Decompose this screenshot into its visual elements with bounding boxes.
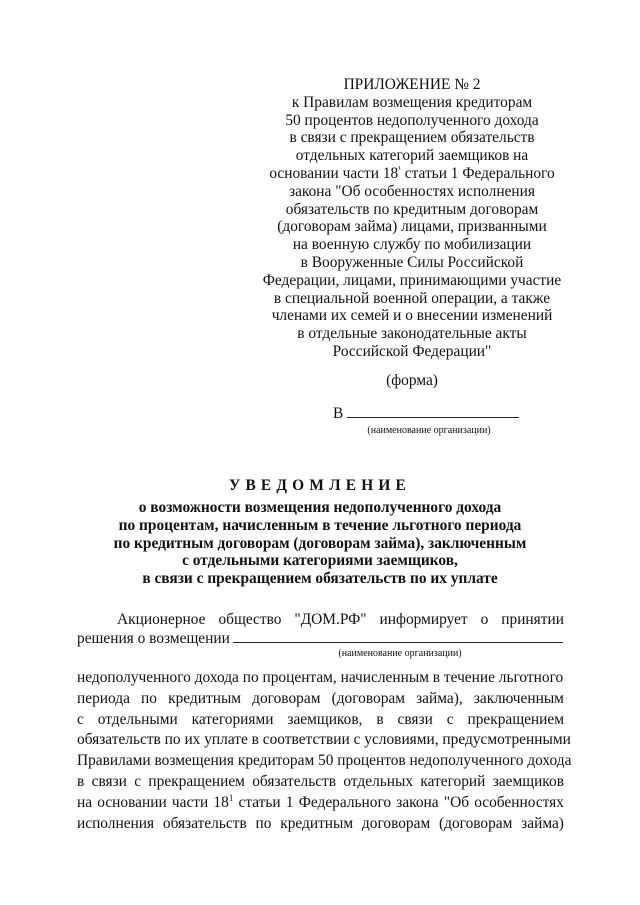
notice-subtitle-line: в связи с прекращением обязательств по их уплате [142,570,498,588]
word: связи [91,772,127,790]
word: на [77,793,93,811]
notice-title: УВЕДОМЛЕНИЕ [228,477,412,494]
appendix-line: в связи с прекращением обязательств [289,129,535,147]
recipient-line [333,404,519,423]
appendix-line: закона "Об особенностях исполнения [289,182,535,200]
appendix-line: 50 процентов недополученного дохода [285,111,539,129]
body-line [77,793,564,814]
appendix-line: в Вооруженные Силы Российской [300,253,524,271]
notice-subtitle-line: по кредитным договорам (договорам займа), заключенным [113,534,527,552]
word: заключенным [473,689,564,707]
appendix-line: членами их семей и о внесении изменений [271,307,553,325]
word: статьи [238,793,281,811]
word: общество [218,611,282,628]
word: "ДОМ.РФ" [294,611,367,628]
word: заемщиков [492,772,564,790]
body-line [77,814,564,835]
word: 1 [285,793,294,811]
organization-blank-field[interactable] [233,630,563,643]
word: категорий [420,772,486,790]
body-line [77,668,564,689]
appendix-line: на военную службу по мобилизации [292,236,532,254]
word: с [77,710,84,728]
word: "Об [443,793,470,811]
notice-subtitle [0,499,640,588]
appendix-line: Федерации, лицами, принимающими участие [262,271,562,289]
word: в [77,772,85,790]
word: отдельных [343,772,414,790]
word: в [376,710,384,728]
word: по [255,814,272,832]
word: кредитным [168,689,242,707]
word: займа), [416,689,463,707]
form-label: (форма) [386,372,438,389]
body-line [77,710,564,731]
word: основании [97,793,167,811]
word: прекращением [467,710,564,728]
appendix-header [262,76,562,361]
body-line [77,730,571,751]
word: по [141,689,157,707]
decision-text: решения о возмещении [77,630,230,647]
word: недополученного дохода по процентам, начисленным в течение льготного [77,669,564,686]
body-paragraph [77,668,572,834]
appendix-line: в отдельные законодательные акты [297,325,527,343]
word: (договорам [331,689,405,707]
appendix-line: к Правилам возмещения кредиторам [291,93,533,111]
word: договорам [252,689,321,707]
appendix-line: обязательств по кредитным договорам [285,200,539,218]
appendix-line: Российской Федерации" [332,342,492,360]
appendix-line: основании части $18^{^1}$ статьи 1 Федерального [269,163,555,182]
paragraph-intro-line [77,629,564,648]
appendix-title: ПРИЛОЖЕНИЕ № 2 [343,76,481,93]
word: категориями [191,710,274,728]
recipient-prefix: В [333,405,344,422]
word: Акционерное [117,611,206,628]
organization-caption: (наименование организации) [338,648,462,659]
paragraph-intro [77,610,564,648]
body-line [77,689,564,710]
word: обязательств [252,772,337,790]
word: с [446,710,454,728]
word: $18^1$ [213,792,234,811]
word: обязательств [162,814,247,832]
word: с [134,772,142,790]
recipient-blank-field[interactable] [347,404,519,418]
body-line [77,751,572,772]
word: о [480,611,489,628]
appendix-line: отдельных категорий заемщиков на [295,147,529,165]
word: кредитным [280,814,354,832]
body-line [77,772,564,793]
word: закона [396,793,439,811]
word: договорам [361,814,431,832]
word: отдельными [97,710,178,728]
notice-subtitle-line: о возможности возмещения недополученного дохода [138,499,502,516]
word: обязательств по их уплате в соответствии с условиями, предусмотренными [77,731,571,749]
word: связи [397,710,433,728]
word: прекращением [148,772,245,790]
word: Федерального [298,793,392,811]
notice-subtitle-line: с отдельными категориями заемщиков, [182,552,458,570]
word: части [171,793,209,811]
word: (договорам [438,814,513,832]
word: особенностях [474,793,564,811]
word: информирует [379,611,468,628]
word: Правилами возмещения кредиторам 50 процентов недополученного дохода [77,752,572,770]
word: заемщиков, [287,710,363,728]
appendix-line: в специальной военной операции, а также [273,289,551,307]
word: исполнения [77,814,155,832]
notice-subtitle-line: по процентам, начисленным в течение льготного периода [118,516,522,534]
word: периода [77,689,130,707]
word: принятии [501,611,564,628]
appendix-line: (договорам займа) лицами, призванными [277,218,547,236]
word: займа) [521,814,564,832]
recipient-caption: (наименование организации) [367,425,491,436]
paragraph-intro-line [77,610,564,629]
